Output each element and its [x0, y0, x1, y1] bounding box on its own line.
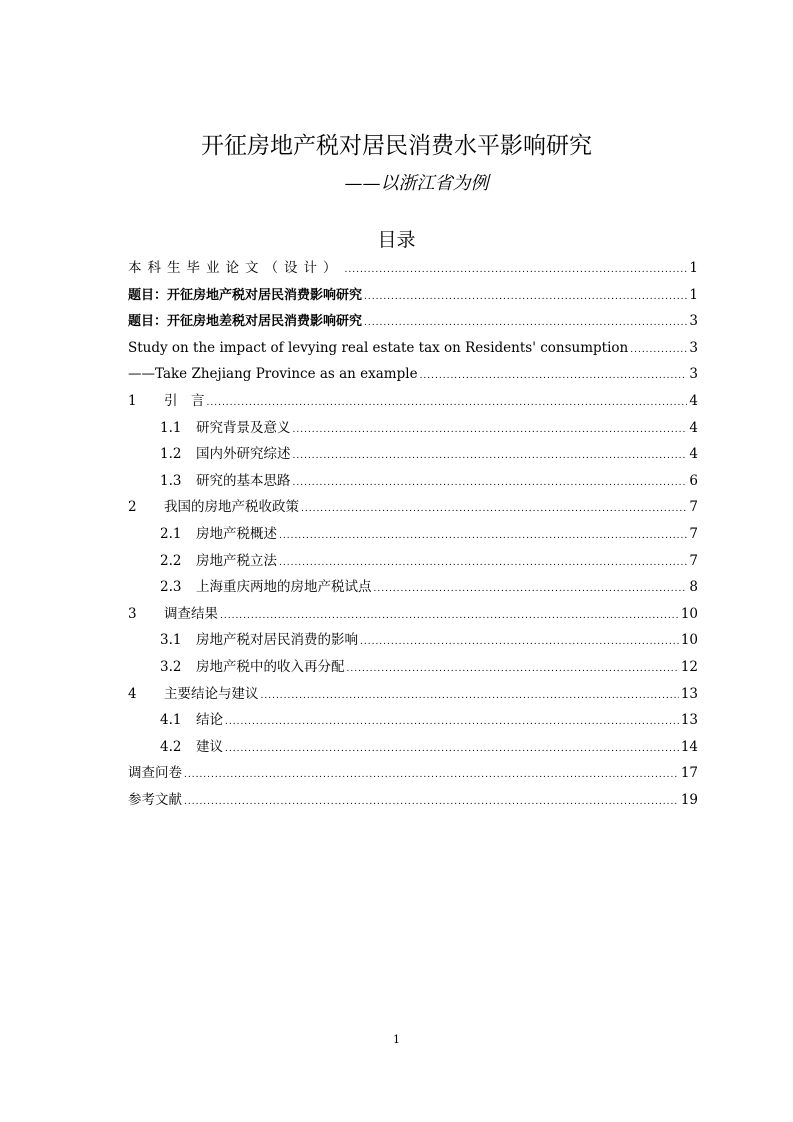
toc-entry-label: 上海重庆两地的房地产税试点: [196, 579, 372, 596]
toc-entry-english-title[interactable]: [128, 335, 698, 362]
toc-entry-page: 10: [680, 605, 698, 622]
toc-entry-page: 4: [689, 392, 698, 409]
toc-entry-label: 研究的基本思路: [196, 472, 291, 489]
toc-leader-dots: [345, 257, 688, 284]
toc-entry-section-2-3[interactable]: [128, 574, 698, 601]
toc-entry-section-1-1[interactable]: [128, 415, 698, 442]
toc-entry-number: 3: [128, 605, 137, 622]
toc-entry-page: 1: [689, 260, 698, 276]
toc-entry-label: 房地产税中的收入再分配: [196, 658, 345, 675]
toc-leader-dots: [293, 417, 688, 444]
toc-entry-label: 题目：开征房地差税对居民消费影响研究: [128, 314, 363, 330]
toc-entry-label: 题目：开征房地产税对居民消费影响研究: [128, 287, 363, 303]
toc-entry-thesis[interactable]: [128, 255, 698, 282]
toc-entry-english-subtitle[interactable]: [128, 361, 698, 388]
toc-entry-page: 4: [689, 419, 698, 436]
toc-entry-page: 7: [689, 499, 698, 516]
toc-leader-dots: [279, 550, 687, 577]
toc-entry-label: ——Take Zhejiang Province as an example: [128, 366, 418, 383]
toc-leader-dots: [279, 523, 687, 550]
toc-entry-page: 17: [680, 765, 698, 782]
toc-entry-section-1-3[interactable]: [128, 468, 698, 495]
toc-entry-page: 13: [680, 712, 698, 729]
toc-entry-number: 4.2: [160, 738, 182, 755]
toc-entry-section-2-1[interactable]: [128, 521, 698, 548]
toc-entry-page: 7: [689, 525, 698, 542]
toc-entry-number: 2.2: [160, 552, 182, 569]
toc-leader-dots: [420, 363, 688, 390]
toc-entry-label: 调查结果: [164, 605, 218, 622]
toc-entry-page: 3: [689, 339, 698, 356]
toc-entry-page: 3: [689, 313, 698, 330]
toc-entry-number: 2.1: [160, 525, 182, 542]
toc-leader-dots: [225, 736, 679, 763]
toc-leader-dots: [220, 603, 679, 630]
toc-entry-section-3-1[interactable]: [128, 627, 698, 654]
toc-entry-label: 调查问卷: [128, 765, 182, 782]
toc-entry-page: 12: [680, 658, 698, 675]
toc-entry-label: 我国的房地产税收政策: [164, 499, 299, 516]
toc-entry-label: 引 言: [164, 392, 205, 409]
toc-leader-dots: [184, 789, 679, 816]
table-of-contents: [128, 255, 698, 813]
toc-entry-page: 10: [680, 632, 698, 649]
toc-entry-title-1[interactable]: [128, 282, 698, 309]
toc-leader-dots: [364, 284, 687, 311]
toc-entry-page: 8: [689, 579, 698, 596]
page-number: 1: [393, 1033, 400, 1046]
toc-entry-number: 4.1: [160, 712, 182, 729]
toc-entry-section-2-2[interactable]: [128, 548, 698, 575]
toc-entry-page: 13: [680, 685, 698, 702]
toc-entry-label: Study on the impact of levying real estate tax on Residents' consumption: [128, 339, 629, 356]
toc-leader-dots: [184, 762, 679, 789]
toc-entry-section-1-2[interactable]: [128, 441, 698, 468]
toc-entry-number: 3.1: [160, 632, 182, 649]
toc-entry-label: 主要结论与建议: [164, 685, 259, 702]
toc-entry-number: 3.2: [160, 658, 182, 675]
toc-entry-questionnaire[interactable]: [128, 760, 698, 787]
toc-entry-label: 参考文献: [128, 791, 182, 808]
toc-leader-dots: [374, 576, 688, 603]
toc-entry-label: 本科生毕业论文（设计）: [128, 260, 343, 276]
toc-leader-dots: [630, 337, 687, 364]
toc-entry-page: 3: [689, 366, 698, 383]
toc-entry-number: 2: [128, 499, 137, 516]
toc-entry-number: 1.3: [160, 472, 182, 489]
toc-entry-page: 7: [689, 552, 698, 569]
toc-heading: 目录: [377, 229, 416, 251]
toc-leader-dots: [293, 443, 688, 470]
toc-entry-references[interactable]: [128, 787, 698, 814]
toc-entry-section-3[interactable]: [128, 601, 698, 628]
toc-leader-dots: [207, 390, 688, 417]
toc-entry-label: 建议: [196, 738, 223, 755]
toc-entry-page: 6: [689, 472, 698, 489]
toc-entry-label: 房地产税对居民消费的影响: [196, 632, 358, 649]
toc-entry-number: 2.3: [160, 579, 182, 596]
toc-entry-section-4-2[interactable]: [128, 734, 698, 761]
toc-entry-section-1[interactable]: [128, 388, 698, 415]
toc-leader-dots: [293, 470, 688, 497]
toc-entry-page: 1: [689, 286, 698, 303]
toc-entry-section-2[interactable]: [128, 494, 698, 521]
toc-entry-section-3-2[interactable]: [128, 654, 698, 681]
toc-entry-number: 1.2: [160, 446, 182, 463]
toc-entry-number: 1: [128, 392, 137, 409]
toc-leader-dots: [347, 656, 679, 683]
toc-entry-page: 14: [680, 738, 698, 755]
document-subtitle: ——以浙江省为例: [344, 173, 489, 194]
toc-entry-label: 研究背景及意义: [196, 419, 291, 436]
toc-entry-label: 国内外研究综述: [196, 446, 291, 463]
toc-entry-label: 结论: [196, 712, 223, 729]
toc-entry-page: 4: [689, 446, 698, 463]
toc-leader-dots: [261, 683, 679, 710]
toc-leader-dots: [301, 496, 687, 523]
toc-entry-label: 房地产税立法: [196, 552, 277, 569]
toc-leader-dots: [225, 709, 679, 736]
toc-entry-section-4[interactable]: [128, 681, 698, 708]
toc-entry-label: 房地产税概述: [196, 525, 277, 542]
document-title: 开征房地产税对居民消费水平影响研究: [201, 133, 592, 159]
toc-leader-dots: [360, 629, 679, 656]
toc-entry-number: 1.1: [160, 419, 182, 436]
toc-entry-section-4-1[interactable]: [128, 707, 698, 734]
toc-entry-number: 4: [128, 685, 137, 702]
toc-entry-title-2[interactable]: [128, 308, 698, 335]
toc-leader-dots: [364, 310, 687, 337]
toc-entry-page: 19: [680, 791, 698, 808]
